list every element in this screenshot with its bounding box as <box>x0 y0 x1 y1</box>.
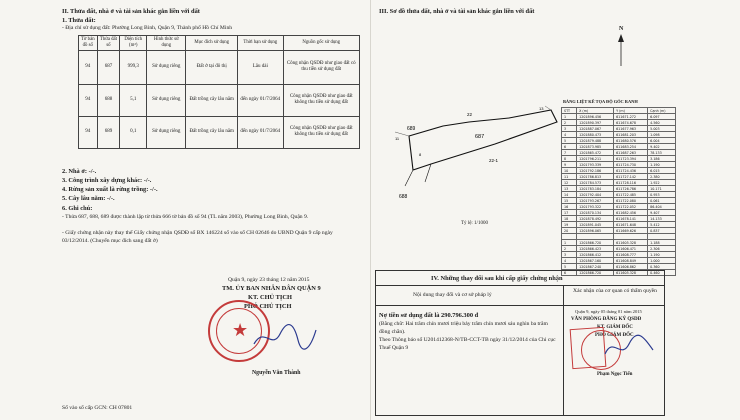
col-use-origin: Nguồn gốc sử dụng <box>283 36 359 51</box>
table-cell: Lâu dài <box>238 50 283 84</box>
coord-cell: 6 <box>562 270 577 276</box>
coord-cell: 611727.142 <box>614 174 648 180</box>
coord-cell: 4.560 <box>648 120 676 126</box>
coord-cell: 1201784.573 <box>577 180 614 186</box>
coord-cell: 611669.626 <box>614 228 648 234</box>
notes-heading: 6. Ghi chú: <box>62 205 93 212</box>
coord-cell: 611671.648 <box>614 222 648 228</box>
coord-cell: 5.412 <box>648 222 676 228</box>
table-cell: 0,1 <box>120 116 147 148</box>
coord-cell: 611728.116 <box>614 180 648 186</box>
coord-cell: 4 <box>562 132 577 138</box>
coord-cell: 2.380 <box>648 174 676 180</box>
land-parcel-heading: 1. Thửa đất: <box>62 17 96 24</box>
coord-cell: 14 <box>562 192 577 198</box>
table-cell: Đất trồng cây lâu năm <box>186 116 238 148</box>
coord-cell: 2 <box>562 246 577 252</box>
point-11-label: 11 <box>395 136 400 141</box>
coord-table-body <box>562 114 676 276</box>
table-cell: Đất ở tại đô thị <box>186 50 238 84</box>
road-bottom-label: 22-1 <box>489 158 499 163</box>
table-cell: 94 <box>79 84 98 116</box>
coord-cell: 10.171 <box>648 186 676 192</box>
coord-cell: 78.133 <box>648 150 676 156</box>
coord-cell: 8 <box>562 156 577 162</box>
coord-table <box>561 107 676 276</box>
coord-cell: 1.098 <box>648 132 676 138</box>
road-top-label: 22 <box>467 112 473 117</box>
coord-cell: 1201890.397 <box>577 120 614 126</box>
coord-cell: 611605.328 <box>614 240 648 246</box>
table-cell: 94 <box>79 116 98 148</box>
coord-cell: 611722.080 <box>614 198 648 204</box>
coord-cell: 6 <box>562 144 577 150</box>
col-use-term: Thời hạn sử dụng <box>238 36 283 51</box>
coord-cell: 1201879.488 <box>577 138 614 144</box>
coord-cell: 611724.436 <box>614 168 648 174</box>
sign-date: Quận 9, ngày 23 tháng 12 năm 2015 <box>228 277 310 283</box>
coord-cell: 611687.263 <box>614 150 648 156</box>
coord-col-stt: STT <box>562 108 577 114</box>
table-row <box>79 84 360 116</box>
coord-cell: 7 <box>562 150 577 156</box>
coord-cell: 1201866.720 <box>577 240 614 246</box>
coord-cell: 1201878.492 <box>577 216 614 222</box>
book-number: Số vào sổ cấp GCN: CH 07801 <box>62 405 133 411</box>
coord-cell: 611683.254 <box>614 144 648 150</box>
confirm-date: Quận 9, ngày 05 tháng 01 năm 2015 <box>575 309 642 314</box>
coord-cell: 1201792.404 <box>577 192 614 198</box>
parcel-689-label: 689 <box>407 126 416 132</box>
coord-cell: 1201793.322 <box>577 204 614 210</box>
coord-cell: 9.407 <box>648 210 676 216</box>
point-8-label: 8 <box>419 152 422 157</box>
coord-cell: 611724.730 <box>614 162 648 168</box>
coord-cell: 5 <box>562 138 577 144</box>
coord-cell: 5.003 <box>648 126 676 132</box>
signature-icon <box>250 320 320 356</box>
right-page <box>370 0 740 420</box>
table-cell: 688 <box>97 84 120 116</box>
north-label: N <box>619 26 624 32</box>
table-cell: Công nhận QSDĐ như giao đất có thu tiền sử dụng đất <box>283 50 359 84</box>
coord-cell: 1201870.134 <box>577 210 614 216</box>
coord-cell: 611608.777 <box>614 252 648 258</box>
parcel-687-label: 687 <box>475 134 485 140</box>
changes-col-confirm: Xác nhận của cơ quan có thẩm quyền <box>573 288 657 294</box>
house-item: 2. Nhà ở: -/-. <box>62 168 97 175</box>
col-parcel-no: Thửa đất số <box>97 36 120 51</box>
north-arrow-icon <box>617 34 625 68</box>
changes-header-line <box>375 305 665 306</box>
coord-cell: 4 <box>562 258 577 264</box>
table-cell: Sử dụng riêng <box>147 116 186 148</box>
coord-cell: 3 <box>562 252 577 258</box>
changes-divider <box>375 285 665 286</box>
coord-cell: 1.190 <box>648 252 676 258</box>
parcel-outline <box>409 110 557 170</box>
coord-cell: 86.404 <box>648 204 676 210</box>
coord-cell: 1201866.720 <box>577 270 614 276</box>
perennial-tree-item: 5. Cây lâu năm: -/-. <box>62 195 115 202</box>
confirm-signature-icon <box>603 334 657 362</box>
signer-name: Nguyễn Văn Thành <box>252 370 301 376</box>
col-use-purpose: Mục đích sử dụng <box>186 36 238 51</box>
scale-label: Tỷ lệ: 1/1000 <box>461 221 488 226</box>
coord-cell: 5 <box>562 264 577 270</box>
table-cell: 689 <box>97 116 120 148</box>
table-cell: 94 <box>79 50 98 84</box>
coord-cell: 611722.052 <box>614 204 648 210</box>
coord-cell: 1201865.472 <box>577 150 614 156</box>
coord-cell: 19 <box>562 222 577 228</box>
section-iii-title: III. Sơ đồ thửa đất, nhà ở và tài sản khác gắn liền với đất <box>379 8 535 15</box>
coord-cell: 9 <box>562 162 577 168</box>
sign-role: PHÓ CHỦ TỊCH <box>244 303 292 310</box>
table-cell: Sử dụng riêng <box>147 84 186 116</box>
coord-cell: 611606.862 <box>614 264 648 270</box>
table-row <box>79 116 360 148</box>
change-legal-basis: Theo Thông báo số U201412368-N/TB-CCT-TB ngày 31/12/2014 của Chi cục Thuế Quận 9 <box>379 337 556 352</box>
coord-col-x: X (m) <box>577 108 614 114</box>
coord-cell: 1.000 <box>648 258 676 264</box>
coord-cell: 6.015 <box>648 168 676 174</box>
coord-table-title: BẢNG LIỆT KÊ TỌA ĐỘ GÓC RANH <box>563 99 638 104</box>
coord-cell: 1201796.211 <box>577 156 614 162</box>
coord-cell: 1.188 <box>648 240 676 246</box>
coord-cell: 14.133 <box>648 216 676 222</box>
change-amount-words: (Bằng chữ: Hai trăm chín mươi triệu bảy trăm chín mươi sáu nghìn ba trăm đồng chẵn). <box>379 321 548 336</box>
table-row <box>79 50 360 84</box>
coord-cell: 611680.576 <box>614 138 648 144</box>
coord-cell: 6.004 <box>648 138 676 144</box>
table-cell: Công nhận QSDĐ như giao đất không thu tiền sử dụng đất <box>283 84 359 116</box>
coord-cell: 611726.786 <box>614 186 648 192</box>
coord-cell: 20 <box>562 228 577 234</box>
col-use-form: Hình thức sử dụng <box>147 36 186 51</box>
coord-cell: 1.922 <box>648 180 676 186</box>
coord-cell: 611674.678 <box>614 120 648 126</box>
coord-cell: 611608.849 <box>614 258 648 264</box>
coord-cell: 611678.141 <box>614 216 648 222</box>
coord-cell: 1201873.985 <box>577 144 614 150</box>
section-iv-title: IV. Những thay đổi sau khi cấp giấy chứng nhận <box>431 275 563 282</box>
other-construction-item: 3. Công trình xây dựng khác: -/-. <box>62 177 152 184</box>
coord-cell: 1201866.412 <box>577 252 614 258</box>
table-cell: 999,3 <box>120 50 147 84</box>
table-cell: Đất trồng cây lâu năm <box>186 84 238 116</box>
coord-cell: 1201880.473 <box>577 132 614 138</box>
changes-col-content: Nội dung thay đổi và cơ sở pháp lý <box>413 292 492 298</box>
coord-cell: 0.837 <box>648 228 676 234</box>
coord-cell: 1201891.045 <box>577 222 614 228</box>
coord-cell: 6.097 <box>648 114 676 120</box>
coord-cell: 2.306 <box>648 246 676 252</box>
coord-cell: 1 <box>562 114 577 120</box>
table-cell: 5,1 <box>120 84 147 116</box>
coord-cell: 1201793.339 <box>577 162 614 168</box>
coord-cell: 1201896.065 <box>577 228 614 234</box>
coord-col-y: Y (m) <box>614 108 648 114</box>
coord-cell: 611606.471 <box>614 246 648 252</box>
section-ii-title: II. Thửa đất, nhà ở và tài sản khác gắn liền với đất <box>62 8 200 15</box>
coord-cell: 18 <box>562 216 577 222</box>
confirm-role: PHÓ GIÁM ĐỐC <box>595 333 634 338</box>
coord-cell: 611723.394 <box>614 156 648 162</box>
confirm-kt: KT. GIÁM ĐỐC <box>597 325 633 330</box>
coord-cell: 13 <box>562 186 577 192</box>
col-area: Diện tích (m²) <box>120 36 147 51</box>
coord-cell: 3.186 <box>648 156 676 162</box>
forest-item: 4. Rừng sản xuất là rừng trồng: -/-. <box>62 186 158 193</box>
coord-cell: 15 <box>562 198 577 204</box>
coord-cell: 1201867.160 <box>577 258 614 264</box>
parcel-688-label: 688 <box>399 194 408 200</box>
confirm-signer: Phạm Ngọc Tiến <box>597 372 633 377</box>
neighbor-lines <box>395 106 551 136</box>
seal-star-icon: ★ <box>232 320 249 340</box>
coord-cell: 611681.203 <box>614 132 648 138</box>
table-cell: 687 <box>97 50 120 84</box>
coord-cell: 611722.485 <box>614 192 648 198</box>
address-line: - Địa chỉ sử dụng đất: Phường Long Bình, Quận 9, Thành phố Hồ Chí Minh <box>62 25 233 31</box>
confirm-org: VĂN PHÒNG ĐĂNG KÝ QSDĐ <box>571 317 642 322</box>
table-cell: đến ngày 01/7/2064 <box>238 84 283 116</box>
coord-cell: 611605.328 <box>614 270 648 276</box>
parcel-lines <box>405 164 431 186</box>
col-map-sheet: Tờ bản đồ số <box>79 36 98 51</box>
coord-cell: 0.953 <box>648 192 676 198</box>
coord-cell: 1201896.456 <box>577 114 614 120</box>
coord-cell: 9.402 <box>648 144 676 150</box>
coord-cell: 1201783.184 <box>577 186 614 192</box>
parcel-table-header <box>79 36 360 51</box>
note-origin: - Thửa 687, 688, 689 được thành lập từ thửa 666 tờ bản đồ số 94 (TL năm 2003), Phường Long Bình, Quận 9. <box>62 214 309 220</box>
coord-cell: 0.360 <box>648 264 676 270</box>
coord-cell: 10 <box>562 168 577 174</box>
coord-cell: 611671.272 <box>614 114 648 120</box>
table-cell: Công nhận QSDĐ như giao đất không thu tiền sử dụng đất <box>283 116 359 148</box>
coord-cell: 1201887.067 <box>577 126 614 132</box>
coord-cell: 1201786.813 <box>577 174 614 180</box>
coord-cell: 11 <box>562 174 577 180</box>
point-13-label: 13 <box>539 106 544 111</box>
coord-cell: 1201866.423 <box>577 246 614 252</box>
coord-cell: 0.460 <box>648 270 676 276</box>
table-cell: đến ngày 01/7/2064 <box>238 116 283 148</box>
coord-cell: 1201792.186 <box>577 168 614 174</box>
sign-org: TM. ỦY BAN NHÂN DÂN QUẬN 9 <box>222 285 321 292</box>
coord-cell: 12 <box>562 180 577 186</box>
sign-kt: KT. CHỦ TỊCH <box>248 294 292 301</box>
coord-cell: 1201867.240 <box>577 264 614 270</box>
coord-col-edge: Cạnh (m) <box>648 108 676 114</box>
parcel-table <box>78 35 360 149</box>
coord-cell: 17 <box>562 210 577 216</box>
coord-cell: 16 <box>562 204 577 210</box>
parcel-diagram <box>391 104 561 204</box>
coord-cell: 611677.963 <box>614 126 648 132</box>
table-cell: Sử dụng riêng <box>147 50 186 84</box>
coord-cell: 611682.456 <box>614 210 648 216</box>
coord-cell: 1201793.267 <box>577 198 614 204</box>
change-amount: Nợ tiền sử dụng đất là 290.796.300 đ <box>379 312 479 319</box>
note-replacement: - Giấy chứng nhận này thay thế Giấy chứng nhận QSDĐ số BX 146224 số vào sổ CH 02646 do UBND Quận 9 cấp ngày 03/12/2014. (Chuyển mục đích sang đất ở) <box>62 230 333 245</box>
coord-cell: 3 <box>562 126 577 132</box>
coord-cell: 1.190 <box>648 162 676 168</box>
coord-cell: 1 <box>562 240 577 246</box>
coord-cell: 0.061 <box>648 198 676 204</box>
coord-cell: 2 <box>562 120 577 126</box>
